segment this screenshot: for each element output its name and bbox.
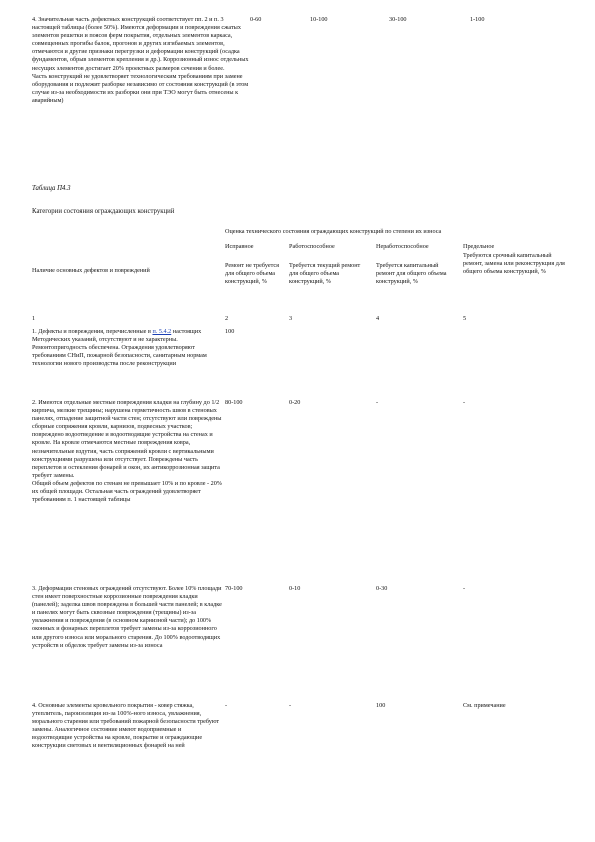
- table-row-2-description: 2. Имеются отдельные местные повреждения кладки на глубину до 1/2 кирпича, мелкие трещины; нарушена герметичность швов в стеновых панелях, отпадение защитной части стен; отсутствуют или повреждены сборные сопряжения кровли, карнизов, подвесных участков; повреждено водоотведение и водоотводящие устройства на стенах и кровле. На кровле отмечаются местные повреждения ковра, незначительные вздутия, часть сопряжений кровли с вертикальными конструкциями разрушена или отсутствует. Повреждены часть переплетов и остекления фонарей и окон, их антикоррозионная защита требует замены. Общий объем дефектов по стенам не превышает 10% и по кровле - 20% их общей площади. Остальная часть ограждений удовлетворяет требованиям п. 1 настоящей таблицы: [32, 399, 222, 504]
- table-row-3-value-2: 0-10: [289, 585, 301, 592]
- table-row-1-value-1: 100: [225, 328, 235, 335]
- table-row-3-description: 3. Деформации стеновых ограждений отсутствуют. Более 10% площади стен имеет поверхностные коррозионные повреждения кладки (панелей); заделка швов повреждена в большей части панелей; в кладке и панелях могут быть сквозные повреждения (трещины) из-за увлажнения и повреждения (в основном карнизной части); до 100% оконных и фонарных переплетов требует замены из-за коррозионного или другого износа или морального старения. До 100% водоотводящих устройств и обделок требует замены из-за износа: [32, 585, 222, 649]
- table-label: Таблица П4.3: [32, 185, 71, 192]
- column-number-5: 5: [463, 315, 467, 322]
- column-number-1: 1: [32, 315, 36, 322]
- prev-table-row-value-2: 10-100: [310, 16, 328, 23]
- column-number-4: 4: [376, 315, 380, 322]
- table-title: Категории состояния ограждающих конструкций: [32, 208, 175, 215]
- table-row-3-value-4: -: [463, 585, 466, 592]
- table-row-1-description: [32, 328, 220, 368]
- table-row-3-value-1: 70-100: [225, 585, 243, 592]
- prev-table-row-value-1: 0-60: [250, 16, 262, 23]
- table-row-4-value-2: -: [289, 702, 292, 709]
- table-row-4-description: 4. Основные элементы кровельного покрытия - ковер стяжка, утеплитель, пароизоляция из-за 100%-ного износа, увлажнения, морального старения или требований пожарной безопасности требуют замены. Аналогичное состояние имеют водоприемные и водоотводящие устройства на кровле, покрытие и ограждающие конструкции световых и вентиляционных фонарей на ней: [32, 702, 220, 750]
- prev-table-row-value-4: 1-100: [470, 16, 485, 23]
- table-row-4-value-4: См. примечание: [463, 702, 506, 709]
- column-number-3: 3: [289, 315, 293, 322]
- header-category-2: Работоспособное: [289, 243, 335, 250]
- prev-table-row-value-3: 30-100: [389, 16, 407, 23]
- table-row-2-value-1: 80-100: [225, 399, 243, 406]
- header-category-1: Исправное: [225, 243, 254, 250]
- prev-table-row-description: 4. Значительная часть дефектных конструкций соответствует пп. 2 и п. 3 настоящей таблицы (более 50%). Имеются деформации и повреждения сжатых элементов решетки и поясов ферм покрытия, отдельных элементов каркаса, совмещенных прогибы балок, прогонов и других изгибаемых элементов, отмечаются и другие признаки перегрузки и деформации конструкций (осадка фундаментов, обрыв элементов крепления и др.). Коррозионный износ отдельных несущих элементов достигает 20% проектных размеров сечения и более. Часть конструкций не удовлетворяет технологическим требованиям при замене оборудования и подлежит разборке независимо от состояния конструкций (в этом случае из-за необходимости их разборки они при ТЭО могут быть отнесены к аварийным): [32, 16, 249, 104]
- header-row-label: Наличие основных дефектов и повреждений: [32, 267, 150, 274]
- header-category-4: Предельное: [463, 243, 495, 250]
- column-number-2: 2: [225, 315, 229, 322]
- table-row-3-value-3: 0-30: [376, 585, 388, 592]
- header-sub-3: Требуется капитальный ремонт для общего объема конструкций, %: [376, 262, 447, 286]
- row-1-text-end: настоящих Методических указаний, отсутствуют и не характерны. Ремонтопригодность обеспечена. Ограждения удовлетворяют требованиям СНиП, пожарной безопасности, санитарным нормам технологии нового производства после реконструкции: [32, 328, 207, 368]
- table-row-2-value-3: -: [376, 399, 379, 406]
- table-row-2-value-2: 0-20: [289, 399, 301, 406]
- header-sub-2: Требуется текущий ремонт для общего объема конструкций, %: [289, 262, 361, 286]
- table-row-4-value-1: -: [225, 702, 228, 709]
- header-group-label: Оценка технического состояния ограждающих конструкций по степени их износа: [225, 228, 442, 235]
- row-1-reference-link[interactable]: п. 5.4.2: [152, 328, 172, 335]
- header-sub-1: Ремонт не требуется для общего объема конструкций, %: [225, 262, 279, 286]
- header-category-3: Неработоспособное: [376, 243, 429, 250]
- table-row-4-value-3: 100: [376, 702, 386, 709]
- row-1-text-start: 1. Дефекты и повреждения, перечисленные в: [32, 328, 153, 335]
- table-row-2-value-4: -: [463, 399, 466, 406]
- header-sub-4: Требуются срочный капитальный ремонт, замена или реконструкция для общего объема конструкций, %: [463, 252, 565, 276]
